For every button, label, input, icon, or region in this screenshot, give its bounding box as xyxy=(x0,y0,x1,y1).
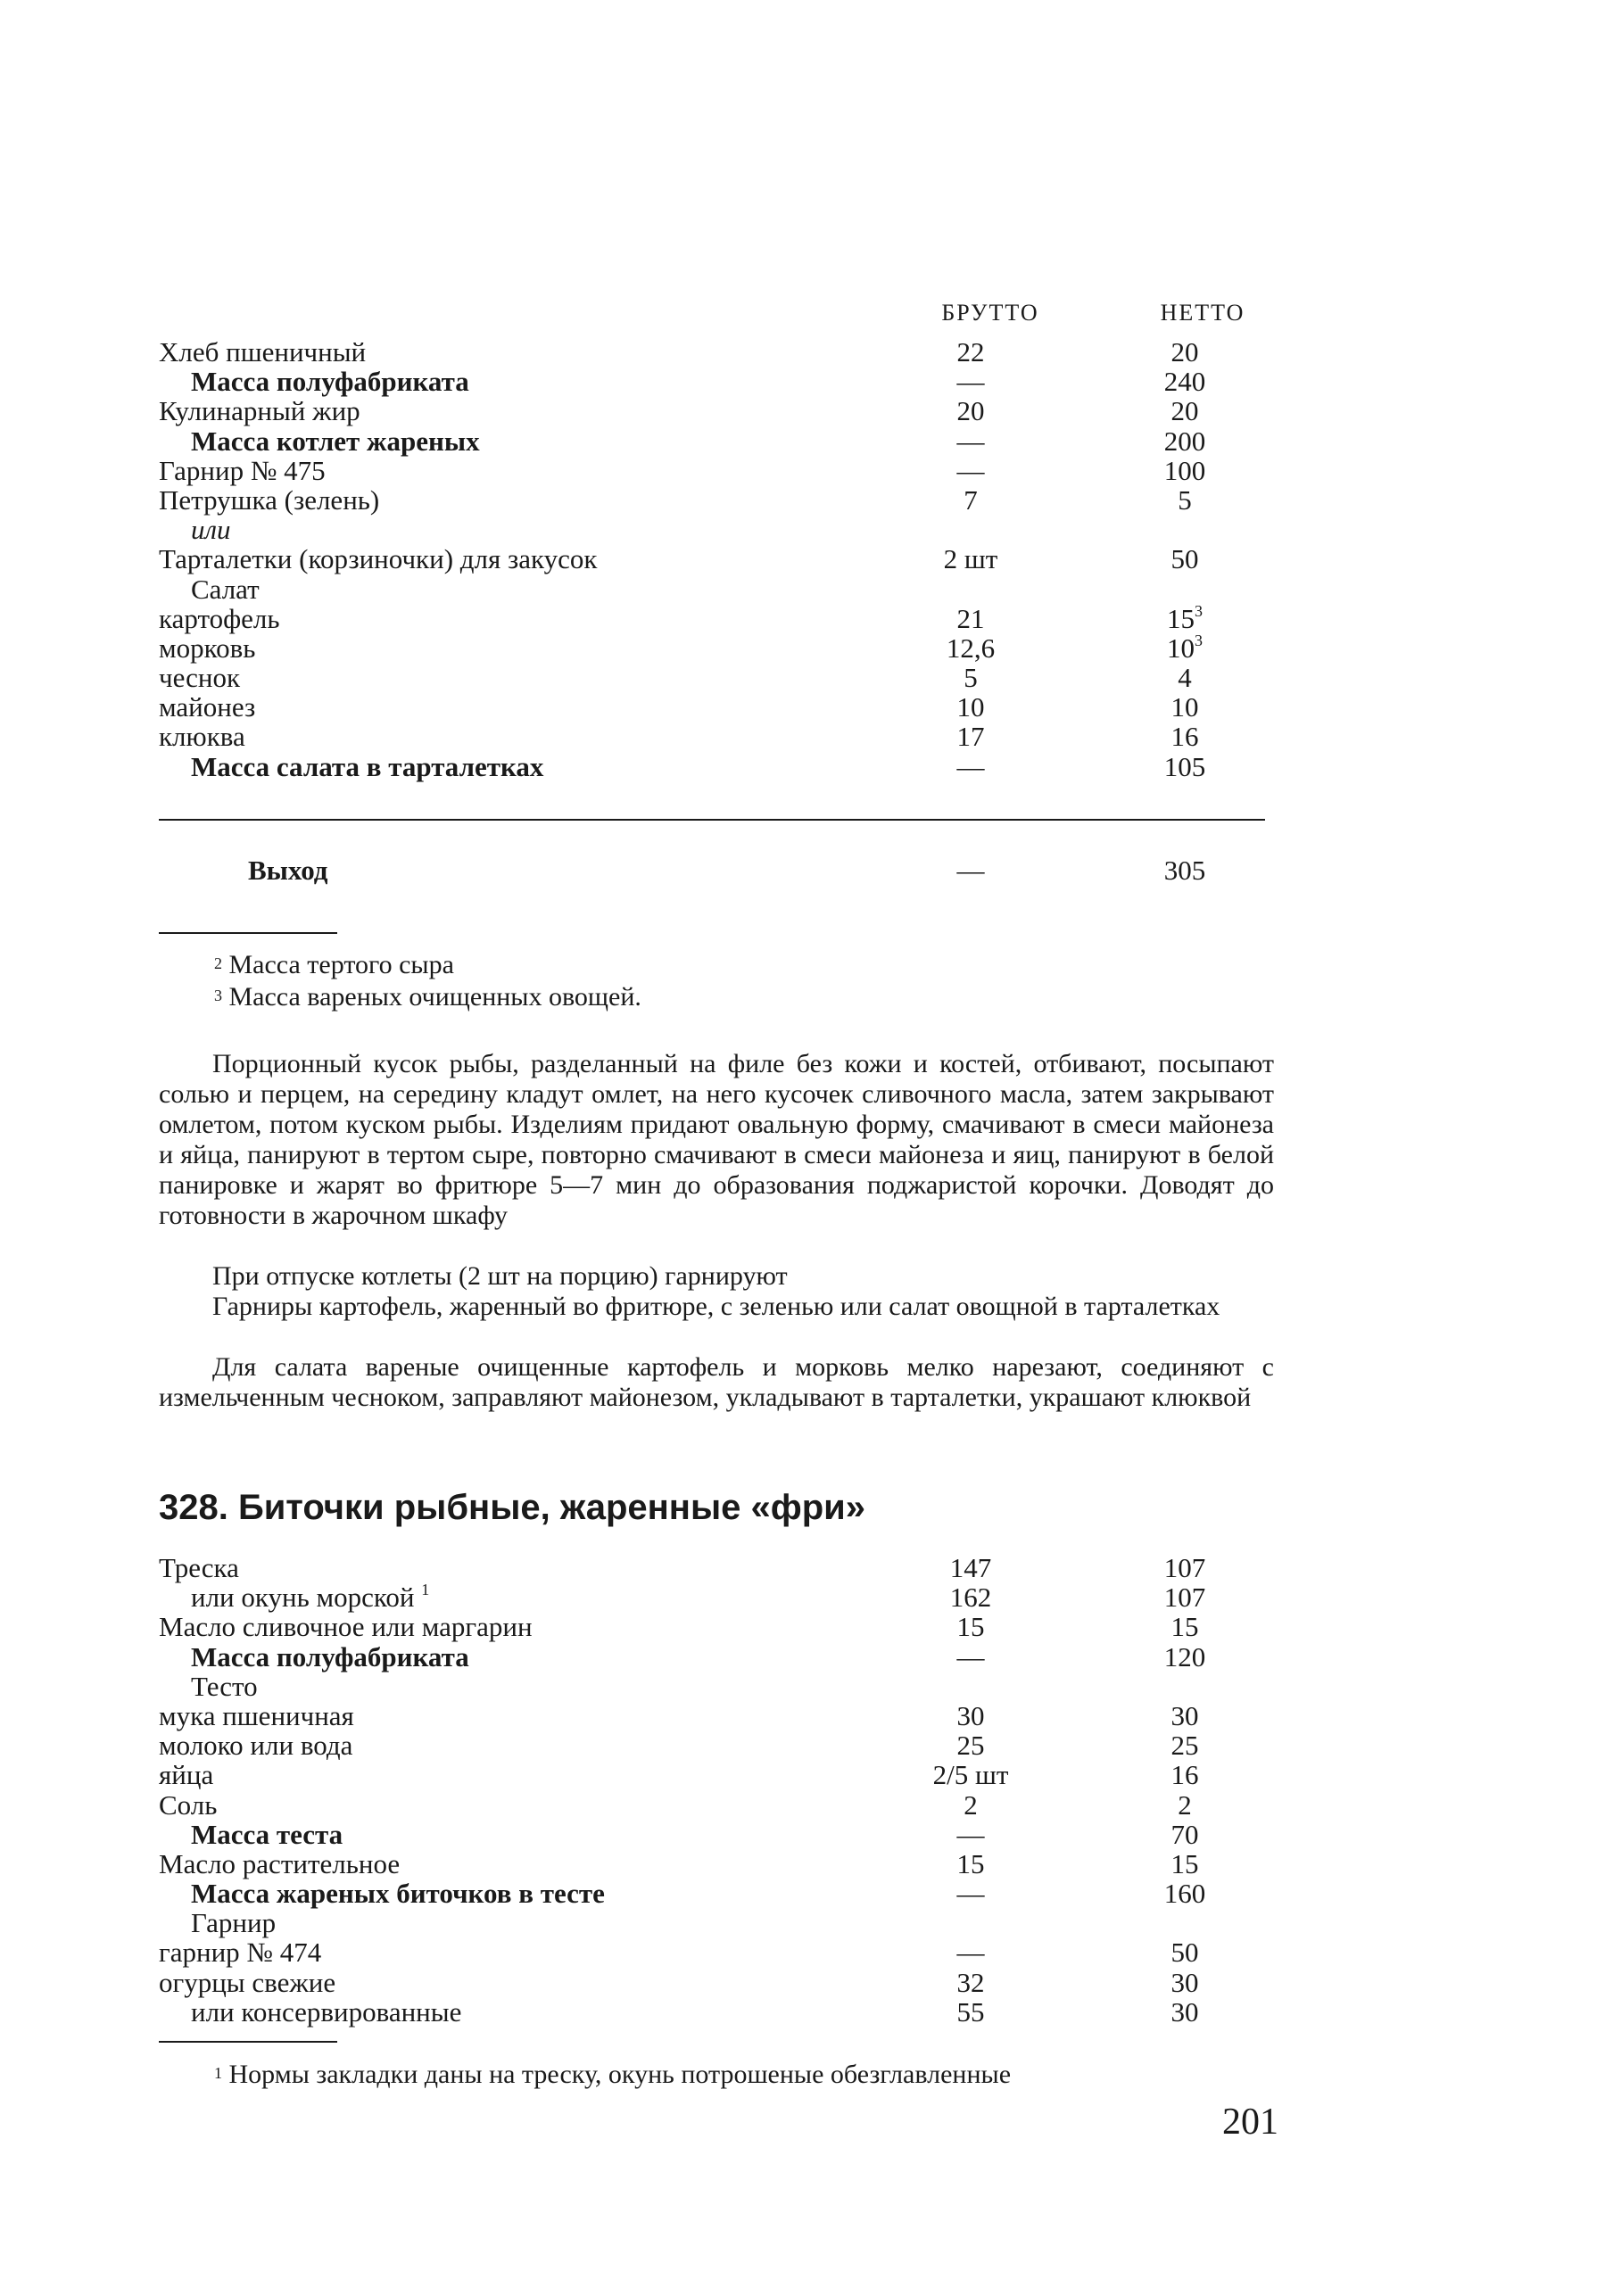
table-row xyxy=(159,1730,1265,1760)
table-row xyxy=(159,1849,1265,1879)
ingredients-table-2 xyxy=(159,1553,1265,2027)
netto-value: 4 xyxy=(1178,662,1192,694)
table-row xyxy=(159,1612,1265,1641)
column-header-netto: НЕТТО xyxy=(1160,300,1245,326)
brutto-value: 2 шт xyxy=(943,543,998,575)
netto-value: 100 xyxy=(1163,454,1206,486)
footnote xyxy=(214,949,454,981)
table-row xyxy=(159,515,1265,544)
netto-value: 16 xyxy=(1170,721,1199,753)
ingredient-text: или окунь морской xyxy=(191,1582,415,1614)
footnote-text: Масса вареных очищенных овощей. xyxy=(228,982,641,1012)
table-row xyxy=(159,601,1265,634)
netto-value: 240 xyxy=(1163,366,1206,398)
ingredients-table-1 xyxy=(159,337,1265,781)
table-row xyxy=(159,663,1265,692)
netto-value: 107 xyxy=(1163,1582,1206,1614)
netto-value: 120 xyxy=(1163,1640,1206,1672)
footnote xyxy=(214,2059,1011,2091)
table-row xyxy=(159,1642,1265,1672)
ingredient-name: Петрушка (зелень) xyxy=(159,483,380,516)
table-row xyxy=(159,426,1265,456)
brutto-value: 12,6 xyxy=(946,632,996,664)
netto-number: 10 xyxy=(1167,632,1195,664)
netto-value: 15 xyxy=(1170,1847,1199,1879)
footnote-mark: 1 xyxy=(214,2064,222,2082)
ingredient-name: Масса салата в тарталетках xyxy=(191,750,544,782)
ingredient-name: гарнир № 474 xyxy=(159,1937,322,1969)
ingredient-name: Хлеб пшеничный xyxy=(159,336,367,368)
table-row xyxy=(159,1997,1265,2027)
table-row xyxy=(159,1908,1265,1937)
ingredient-name: морковь xyxy=(159,632,256,664)
brutto-value: 2 xyxy=(964,1788,978,1821)
footnote-mark: 3 xyxy=(1195,631,1203,649)
ingredient-name: Масса полуфабриката xyxy=(191,366,469,398)
netto-value: 20 xyxy=(1170,395,1199,427)
netto-value: 105 xyxy=(1163,750,1206,782)
footnote-divider xyxy=(159,932,337,934)
paragraph: При отпуске котлеты (2 шт на порцию) гарнируют xyxy=(212,1261,788,1291)
netto-value: 15 xyxy=(1170,1611,1199,1643)
footnote-mark: 1 xyxy=(421,1581,430,1599)
footnote-text: Масса тертого сыра xyxy=(228,950,454,979)
column-header-brutto: БРУТТО xyxy=(941,300,1039,326)
brutto-value: 10 xyxy=(956,691,985,723)
brutto-value: 17 xyxy=(956,721,985,753)
ingredient-name xyxy=(191,1582,429,1612)
brutto-value: 15 xyxy=(956,1847,985,1879)
ingredient-name: Тесто xyxy=(191,1670,258,1702)
brutto-value: — xyxy=(956,750,985,782)
footnote-mark: 2 xyxy=(214,954,222,972)
netto-value: 50 xyxy=(1170,543,1199,575)
netto-value: 70 xyxy=(1170,1818,1199,1850)
netto-value: 5 xyxy=(1178,483,1192,516)
netto-value: 30 xyxy=(1170,1699,1199,1731)
footnote-mark: 3 xyxy=(214,987,222,1004)
ingredient-name: Соль xyxy=(159,1788,218,1821)
ingredient-name: Масло растительное xyxy=(159,1847,401,1879)
netto-value: 30 xyxy=(1170,1966,1199,1998)
netto-value: 10 xyxy=(1170,691,1199,723)
table-row xyxy=(159,456,1265,485)
ingredient-name: Масло сливочное или маргарин xyxy=(159,1611,533,1643)
footnote xyxy=(214,981,641,1013)
brutto-value: — xyxy=(956,1937,985,1969)
brutto-value: 7 xyxy=(964,483,978,516)
footnote-mark: 3 xyxy=(1195,601,1203,620)
ingredient-name: майонез xyxy=(159,691,256,723)
ingredient-name: Треска xyxy=(159,1552,239,1583)
netto-value: 25 xyxy=(1170,1730,1199,1762)
footnote-divider xyxy=(159,2041,337,2043)
netto-value: 50 xyxy=(1170,1937,1199,1969)
netto-value: 107 xyxy=(1163,1552,1206,1583)
brutto-value: 21 xyxy=(956,602,985,634)
table-row xyxy=(159,485,1265,515)
brutto-value: 55 xyxy=(956,1995,985,2028)
brutto-value: — xyxy=(956,1640,985,1672)
ingredient-name: или xyxy=(191,514,231,546)
table-row xyxy=(159,1968,1265,1997)
table-row xyxy=(159,1820,1265,1849)
table-row xyxy=(159,1790,1265,1820)
paragraph: Для салата вареные очищенные картофель и морковь мелко нарезают, соединяют с измельченным чесноком, заправляют майонезом, укладывают в тарталетки, украшают клюквой xyxy=(159,1352,1274,1412)
netto-value: 16 xyxy=(1170,1759,1199,1791)
brutto-value: — xyxy=(956,1878,985,1910)
ingredient-name: чеснок xyxy=(159,662,241,694)
paragraph: Порционный кусок рыбы, разделанный на филе без кожи и костей, отбивают, посыпают солью и перцем, на середину кладут омлет, на него кусочек сливочного масла, затем закрывают омлетом, потом куском рыбы. Изделиям придают овальную форму, смачивают в смеси майонеза и яйца, панируют в тертом сыре, повторно смачивают в смеси майонеза и яиц, панируют в белой панировке и жарят во фритюре 5—7 мин до образования поджаристой корочки. Доводят до готовности в жарочном шкафу xyxy=(159,1049,1274,1230)
table-row xyxy=(159,367,1265,396)
table-row xyxy=(159,722,1265,751)
table-row xyxy=(159,574,1265,604)
netto-value: 20 xyxy=(1170,336,1199,368)
table-row xyxy=(159,633,1265,663)
footnote-text: Нормы закладки даны на треску, окунь потрошеные обезглавленные xyxy=(228,2060,1012,2089)
table-row xyxy=(159,1937,1265,1967)
ingredient-name: Гарнир № 475 xyxy=(159,454,326,486)
table-row xyxy=(159,752,1265,781)
brutto-value: 147 xyxy=(949,1552,992,1583)
recipe-title: 328. Биточки рыбные, жаренные «фри» xyxy=(159,1488,865,1527)
table-row xyxy=(159,1760,1265,1789)
ingredient-name: яйца xyxy=(159,1759,214,1791)
table-row xyxy=(159,337,1265,367)
brutto-value: 22 xyxy=(956,336,985,368)
brutto-value: 30 xyxy=(956,1699,985,1731)
table-row xyxy=(159,1553,1265,1582)
table-row xyxy=(159,1701,1265,1730)
brutto-value: 15 xyxy=(956,1611,985,1643)
ingredient-name: огурцы свежие xyxy=(159,1966,336,1998)
ingredient-name: Масса теста xyxy=(191,1818,343,1850)
table-row xyxy=(159,1672,1265,1701)
table-row xyxy=(159,692,1265,722)
ingredient-name: Тарталетки (корзиночки) для закусок xyxy=(159,543,598,575)
netto-value: 305 xyxy=(1163,855,1206,886)
ingredient-name: клюква xyxy=(159,721,245,753)
paragraph: Гарниры картофель, жаренный во фритюре, с зеленью или салат овощной в тарталетках xyxy=(212,1292,1220,1321)
yield-label: Выход xyxy=(248,855,328,886)
table-row xyxy=(159,396,1265,425)
yield-row xyxy=(159,855,1265,890)
netto-value xyxy=(1122,633,1247,663)
netto-number: 15 xyxy=(1167,602,1195,634)
brutto-value: — xyxy=(956,1818,985,1850)
brutto-value: 20 xyxy=(956,395,985,427)
netto-value: 30 xyxy=(1170,1995,1199,2028)
brutto-value: 25 xyxy=(956,1730,985,1762)
table-row xyxy=(159,1879,1265,1908)
ingredient-name: картофель xyxy=(159,602,280,634)
ingredient-name: Масса полуфабриката xyxy=(191,1640,469,1672)
table-divider xyxy=(159,819,1265,821)
netto-value xyxy=(1122,601,1247,634)
brutto-value: 32 xyxy=(956,1966,985,1998)
ingredient-name: мука пшеничная xyxy=(159,1699,354,1731)
table-row xyxy=(159,544,1265,574)
ingredient-name: Кулинарный жир xyxy=(159,395,360,427)
page-number: 201 xyxy=(1222,2102,1278,2143)
ingredient-name: Салат xyxy=(191,573,260,605)
table-row xyxy=(159,1582,1265,1612)
brutto-value: — xyxy=(956,454,985,486)
netto-value: 2 xyxy=(1178,1788,1192,1821)
ingredient-name: или консервированные xyxy=(191,1995,462,2028)
netto-value: 160 xyxy=(1163,1878,1206,1910)
brutto-value: 2/5 шт xyxy=(932,1759,1009,1791)
brutto-value: — xyxy=(956,855,985,886)
netto-value: 200 xyxy=(1163,425,1206,457)
brutto-value: 5 xyxy=(964,662,978,694)
ingredient-name: молоко или вода xyxy=(159,1730,353,1762)
brutto-value: — xyxy=(956,366,985,398)
brutto-value: — xyxy=(956,425,985,457)
ingredient-name: Масса котлет жареных xyxy=(191,425,480,457)
brutto-value: 162 xyxy=(949,1582,992,1614)
ingredient-name: Масса жареных биточков в тесте xyxy=(191,1878,605,1910)
ingredient-name: Гарнир xyxy=(191,1907,277,1939)
